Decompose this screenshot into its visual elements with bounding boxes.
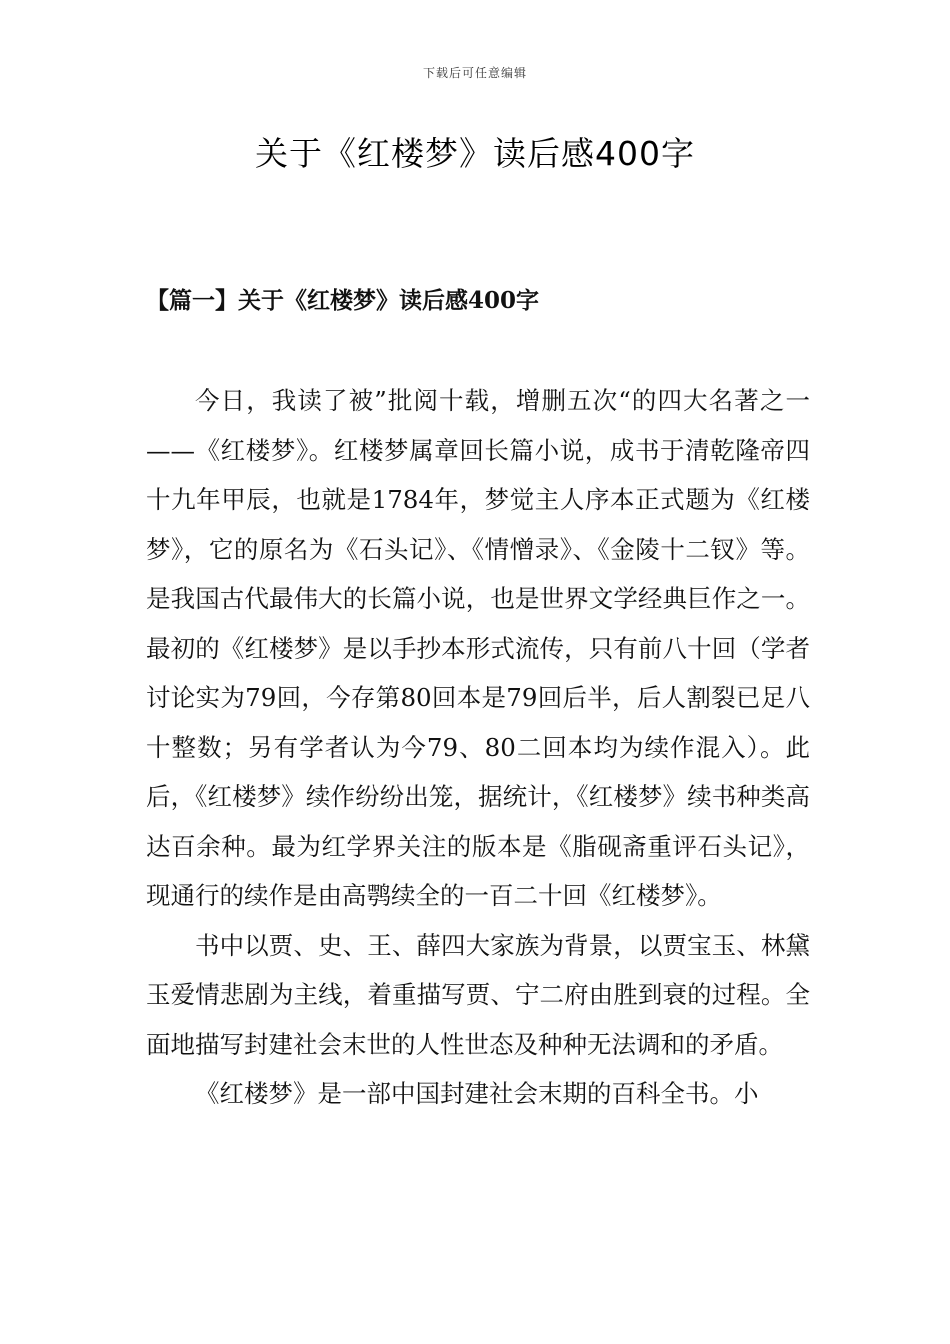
paragraph: 《红楼梦》是一部中国封建社会末期的百科全书。小 [195,1079,759,1108]
header-note: 下载后可任意编辑 [422,66,527,80]
page-title: 关于《红楼梦》读后感400字 [255,134,695,173]
body-text [146,376,810,1119]
section-heading: 【篇一】关于《红楼梦》读后感400字 [146,287,540,314]
paragraph: 今日，我读了被”批阅十载，增删五次“的四大名著之一——《红楼梦》。红楼梦属章回长篇小说，成书于清乾隆帝四十九年甲辰，也就是1784年，梦觉主人序本正式题为《红楼梦》，它的原名为《石头记》、《情憎录》、《金陵十二钗》等。是我国古代最伟大的长篇小说，也是世界文学经典巨作之一。最初的《红楼梦》是以手抄本形式流传，只有前八十回（学者讨论实为79回，今存第80回本是79回后半，后人割裂已足八十整数；另有学者认为今79、80二回本均为续作混入）。此后，《红楼梦》续作纷纷出笼，据统计，《红楼梦》续书种类高达百余种。最为红学界关注的版本是《脂砚斋重评石头记》，现通行的续作是由高鹗续全的一百二十回《红楼梦》。 [146,386,810,910]
paragraph: 书中以贾、史、王、薛四大家族为背景，以贾宝玉、林黛玉爱情悲剧为主线，着重描写贾、宁二府由胜到衰的过程。全面地描写封建社会末世的人性世态及种种无法调和的矛盾。 [146,930,810,1059]
